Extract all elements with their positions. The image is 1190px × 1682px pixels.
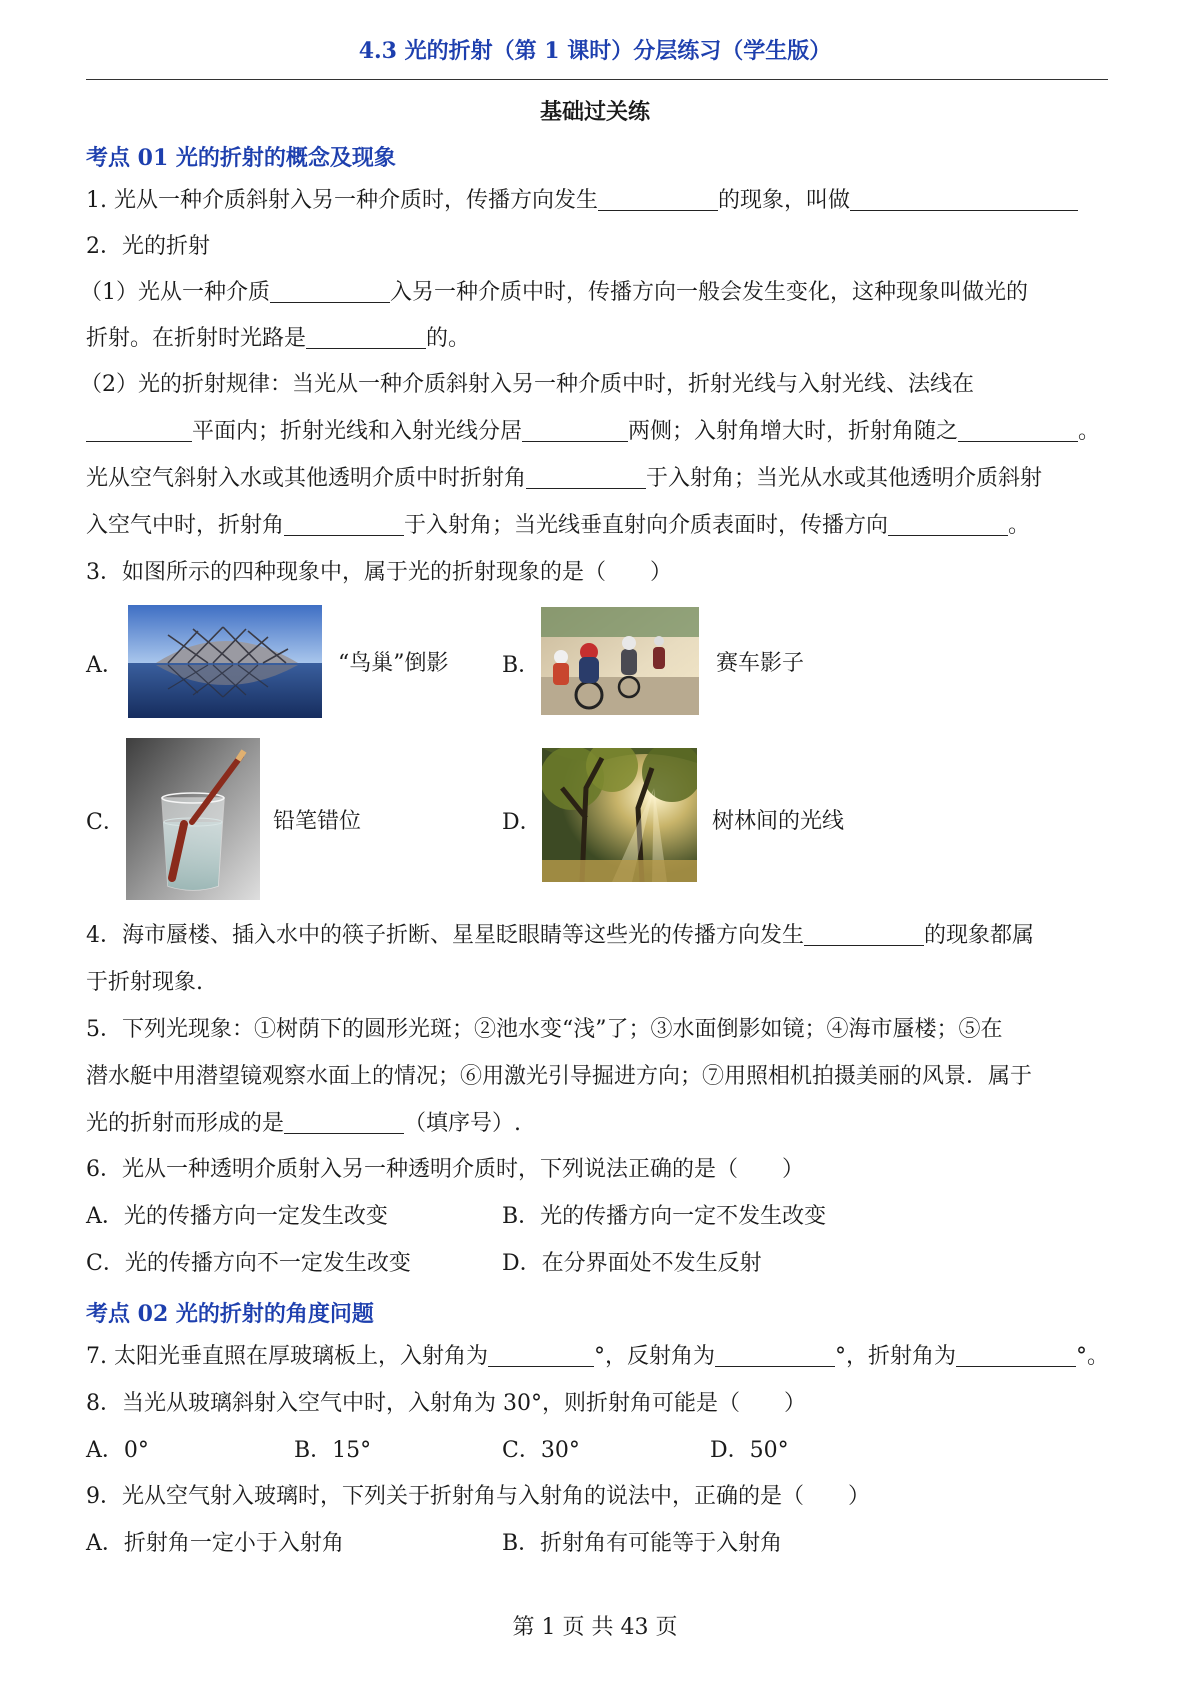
bird-nest-reflection-image[interactable] bbox=[128, 605, 322, 718]
kaodian-2-heading: 考点 02 光的折射的角度问题 bbox=[86, 1301, 374, 1327]
answer-blank[interactable] bbox=[86, 419, 192, 442]
option-a[interactable]: A．折射角一定小于入射角 bbox=[86, 1531, 344, 1556]
option-a[interactable]: A．0° bbox=[86, 1438, 149, 1463]
answer-blank[interactable] bbox=[715, 1344, 835, 1367]
option-c-letter[interactable]: C． bbox=[86, 810, 125, 835]
option-a-caption: “鸟巢”倒影 bbox=[338, 651, 449, 676]
answer-blank[interactable] bbox=[598, 188, 718, 211]
option-b[interactable]: B．15° bbox=[294, 1438, 372, 1463]
option-d[interactable]: D．在分界面处不发生反射 bbox=[502, 1251, 762, 1276]
answer-blank[interactable] bbox=[522, 419, 628, 442]
cycling-race-shadow-image[interactable] bbox=[541, 607, 699, 715]
kaodian-1-heading: 考点 01 光的折射的概念及现象 bbox=[86, 145, 396, 171]
pencil-in-water-glass-image[interactable] bbox=[126, 738, 260, 900]
answer-blank[interactable] bbox=[270, 280, 390, 303]
header-rule bbox=[86, 79, 1108, 80]
question-2-part-1-cont: 折射。在折射时光路是 的。 bbox=[86, 326, 471, 351]
question-8-stem: 8．当光从玻璃斜射入空气中时，入射角为 30°，则折射角可能是（ ） bbox=[86, 1391, 806, 1416]
option-d[interactable]: D．50° bbox=[710, 1438, 789, 1463]
question-5-cont: 潜水艇中用潜望镜观察水面上的情况；⑥用激光引导掘进方向；⑦用照相机拍摄美丽的风景．属于 bbox=[86, 1064, 1033, 1089]
question-9-stem: 9．光从空气射入玻璃时，下列关于折射角与入射角的说法中，正确的是（ ） bbox=[86, 1484, 870, 1509]
option-c[interactable]: C．光的传播方向不一定发生改变 bbox=[86, 1251, 411, 1276]
option-b-letter[interactable]: B． bbox=[502, 653, 541, 678]
answer-blank[interactable] bbox=[804, 923, 924, 946]
question-3-stem: 3．如图所示的四种现象中，属于光的折射现象的是（ ） bbox=[86, 560, 672, 585]
question-2-title: 2．光的折射 bbox=[86, 234, 210, 259]
question-6-stem: 6．光从一种透明介质射入另一种透明介质时，下列说法正确的是（ ） bbox=[86, 1157, 804, 1182]
answer-blank[interactable] bbox=[888, 513, 1008, 536]
option-c-caption: 铅笔错位 bbox=[273, 809, 362, 834]
question-4: 4．海市蜃楼、插入水中的筷子折断、星星眨眼睛等这些光的传播方向发生 的现象都属 bbox=[86, 923, 1035, 948]
section-title: 基础过关练 bbox=[539, 99, 650, 125]
answer-blank[interactable] bbox=[284, 513, 404, 536]
question-2-part-2-cont: 平面内；折射光线和入射光线分居 两侧；入射角增大时，折射角随之 。 bbox=[86, 417, 1100, 447]
question-2-part-2-cont: 光从空气斜射入水或其他透明介质中时折射角 于入射角；当光从水或其他透明介质斜射 bbox=[86, 466, 1043, 491]
question-7: 7. 太阳光垂直照在厚玻璃板上，入射角为 °，反射角为 °，折射角为 °。 bbox=[86, 1344, 1110, 1369]
option-b[interactable]: B．光的传播方向一定不发生改变 bbox=[502, 1204, 827, 1229]
answer-blank[interactable] bbox=[850, 188, 1078, 211]
question-4-cont: 于折射现象. bbox=[86, 970, 203, 995]
answer-blank[interactable] bbox=[956, 1344, 1076, 1367]
question-1: 1. 光从一种介质斜射入另一种介质时，传播方向发生 的现象，叫做 bbox=[86, 186, 1078, 216]
question-2-part-2: （2）光的折射规律：当光从一种介质斜射入另一种介质中时，折射光线与入射光线、法线在 bbox=[80, 372, 975, 397]
question-2-part-1: （1）光从一种介质 入另一种介质中时，传播方向一般会发生变化，这种现象叫做光的 bbox=[80, 280, 1029, 305]
option-d-letter[interactable]: D． bbox=[502, 810, 542, 835]
option-c[interactable]: C．30° bbox=[502, 1438, 580, 1463]
page-footer: 第 1 页 共 43 页 bbox=[512, 1615, 678, 1640]
answer-blank[interactable] bbox=[284, 1111, 404, 1134]
document-title: 4.3 光的折射（第 1 课时）分层练习（学生版） bbox=[358, 38, 832, 64]
option-b-caption: 赛车影子 bbox=[716, 651, 805, 676]
question-5-cont: 光的折射而形成的是 （填序号）. bbox=[86, 1111, 522, 1136]
answer-blank[interactable] bbox=[958, 419, 1078, 442]
option-a[interactable]: A．光的传播方向一定发生改变 bbox=[86, 1204, 388, 1229]
question-5: 5．下列光现象：①树荫下的圆形光斑；②池水变“浅”了；③水面倒影如镜；④海市蜃楼；⑤在 bbox=[86, 1017, 1003, 1042]
option-b[interactable]: B．折射角有可能等于入射角 bbox=[502, 1531, 783, 1556]
question-2-part-2-cont: 入空气中时，折射角 于入射角；当光线垂直射向介质表面时，传播方向 。 bbox=[86, 513, 1031, 538]
answer-blank[interactable] bbox=[526, 466, 646, 489]
answer-blank[interactable] bbox=[306, 326, 426, 349]
answer-blank[interactable] bbox=[488, 1344, 594, 1367]
option-a-letter[interactable]: A． bbox=[86, 653, 124, 678]
light-through-trees-image[interactable] bbox=[542, 748, 697, 882]
option-d-caption: 树林间的光线 bbox=[712, 809, 845, 834]
